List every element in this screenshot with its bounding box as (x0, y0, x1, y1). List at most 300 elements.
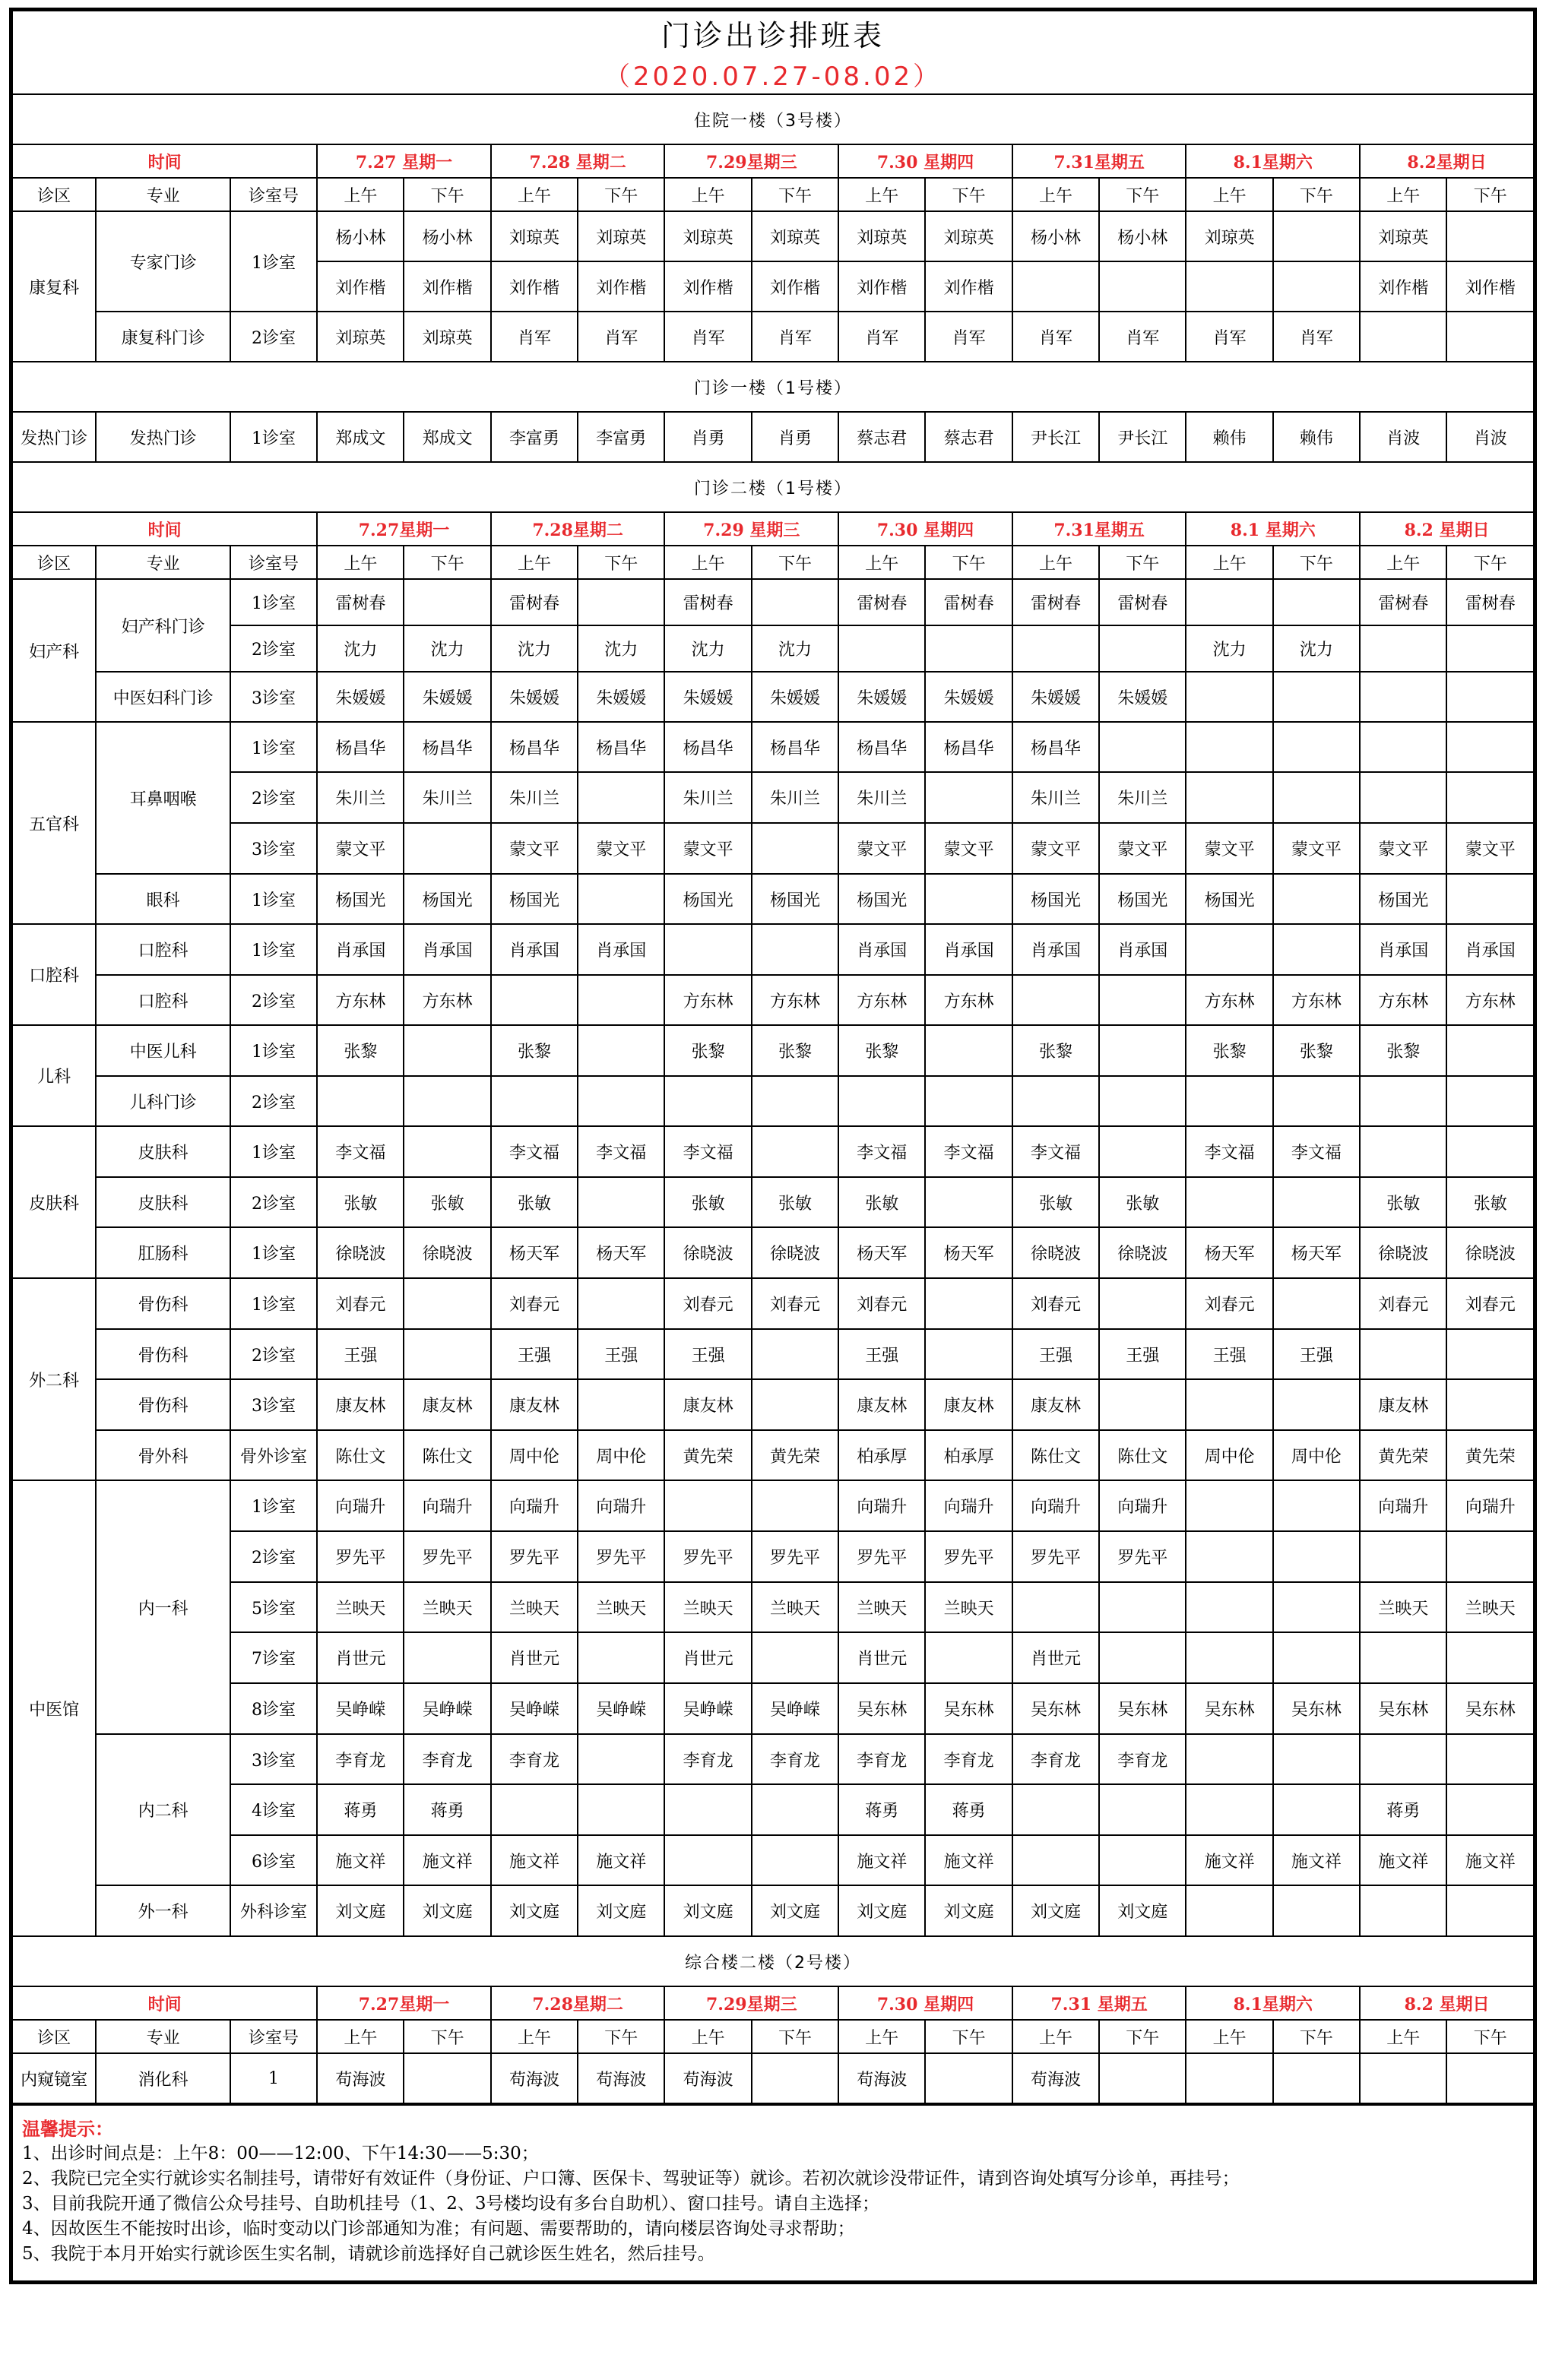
doctor-cell (1012, 261, 1099, 312)
doctor-cell (1099, 1379, 1186, 1430)
doctor-cell: 兰映天 (664, 1582, 751, 1632)
day-header: 7.29星期三 (664, 144, 838, 178)
note-item: 2、我院已完全实行就诊实名制挂号，请带好有效证件（身份证、户口簿、医保卡、驾驶证等）就诊。若初次就诊没带证件，请到咨询处填写分诊单，再挂号； (22, 2169, 1240, 2189)
doctor-cell: 王强 (317, 1329, 404, 1379)
doctor-cell: 吴峥嵘 (664, 1683, 751, 1734)
section-title: 门诊一楼（1号楼） (12, 362, 1534, 412)
doctor-cell (1186, 1480, 1272, 1531)
doctor-cell: 徐晓波 (317, 1227, 404, 1278)
doctor-cell (1099, 1076, 1186, 1126)
specialty-cell: 妇产科门诊 (96, 579, 230, 672)
doctor-cell: 苟海波 (664, 2053, 751, 2103)
doctor-cell: 郑成文 (317, 412, 404, 462)
doctor-cell: 康友林 (664, 1379, 751, 1430)
doctor-cell: 徐晓波 (404, 1227, 490, 1278)
doctor-cell: 柏承厚 (838, 1430, 925, 1480)
doctor-cell (491, 1784, 578, 1835)
doctor-cell (1099, 1025, 1186, 1076)
specialty-cell: 口腔科 (96, 975, 230, 1025)
doctor-cell: 肖波 (1446, 412, 1534, 462)
pm-header: 下午 (404, 546, 490, 579)
doctor-cell: 蒙文平 (1186, 823, 1272, 874)
doctor-cell: 尹长江 (1012, 412, 1099, 462)
doctor-cell: 刘作楷 (752, 261, 838, 312)
doctor-cell: 苟海波 (491, 2053, 578, 2103)
doctor-cell: 方东林 (1273, 975, 1360, 1025)
doctor-cell: 肖军 (1273, 312, 1360, 362)
doctor-cell: 向瑞升 (1446, 1480, 1534, 1531)
doctor-cell: 苟海波 (317, 2053, 404, 2103)
doctor-cell (1186, 261, 1272, 312)
am-header: 上午 (1186, 546, 1272, 579)
doctor-cell: 蒋勇 (317, 1784, 404, 1835)
am-header: 上午 (1012, 546, 1099, 579)
doctor-cell: 柏承厚 (925, 1430, 1012, 1480)
doctor-cell (1360, 1126, 1446, 1177)
doctor-cell: 陈仕文 (1012, 1430, 1099, 1480)
doctor-cell: 吴东林 (1012, 1683, 1099, 1734)
room-cell: 2诊室 (230, 975, 317, 1025)
doctor-cell (1360, 312, 1446, 362)
specialty-header: 专业 (96, 178, 230, 211)
doctor-cell (1360, 1076, 1446, 1126)
doctor-cell (404, 1126, 490, 1177)
doctor-cell: 李文福 (664, 1126, 751, 1177)
doctor-cell (1012, 625, 1099, 672)
doctor-cell: 吴东林 (1099, 1683, 1186, 1734)
doctor-cell (1273, 1480, 1360, 1531)
doctor-cell (1186, 2053, 1272, 2103)
doctor-cell (1273, 722, 1360, 772)
doctor-cell (664, 1784, 751, 1835)
doctor-cell: 罗先平 (1012, 1531, 1099, 1582)
specialty-cell: 眼科 (96, 874, 230, 924)
doctor-cell: 李富勇 (578, 412, 664, 462)
doctor-cell: 刘文庭 (664, 1885, 751, 1936)
doctor-cell: 李育龙 (1012, 1734, 1099, 1784)
am-header: 上午 (838, 2020, 925, 2053)
doctor-cell (1273, 924, 1360, 975)
doctor-cell: 向瑞升 (1360, 1480, 1446, 1531)
am-header: 上午 (1186, 178, 1272, 211)
doctor-cell: 施文祥 (491, 1835, 578, 1885)
pm-header: 下午 (752, 2020, 838, 2053)
doctor-cell (1360, 772, 1446, 823)
doctor-cell (664, 1835, 751, 1885)
doctor-cell: 方东林 (317, 975, 404, 1025)
doctor-cell: 杨国光 (404, 874, 490, 924)
doctor-cell (404, 1278, 490, 1329)
doctor-cell: 肖勇 (664, 412, 751, 462)
doctor-cell: 沈力 (752, 625, 838, 672)
doctor-cell: 王强 (664, 1329, 751, 1379)
section-title: 门诊二楼（1号楼） (12, 462, 1534, 512)
specialty-cell: 骨伤科 (96, 1278, 230, 1329)
room-cell: 1诊室 (230, 924, 317, 975)
doctor-cell: 雷树春 (1099, 579, 1186, 625)
doctor-cell: 蒙文平 (578, 823, 664, 874)
doctor-cell: 方东林 (1360, 975, 1446, 1025)
notes-list (22, 2141, 1522, 2267)
doctor-cell (1360, 625, 1446, 672)
pm-header: 下午 (404, 178, 490, 211)
doctor-cell: 李育龙 (317, 1734, 404, 1784)
doctor-cell: 蒋勇 (838, 1784, 925, 1835)
doctor-cell: 沈力 (664, 625, 751, 672)
doctor-cell: 李文福 (1012, 1126, 1099, 1177)
doctor-cell (1446, 1784, 1534, 1835)
doctor-cell (1012, 1582, 1099, 1632)
room-cell: 1诊室 (230, 874, 317, 924)
doctor-cell (752, 1076, 838, 1126)
doctor-cell (1446, 2053, 1534, 2103)
pm-header: 下午 (578, 546, 664, 579)
day-header: 7.31 星期五 (1012, 1986, 1186, 2020)
specialty-cell: 皮肤科 (96, 1177, 230, 1227)
doctor-cell: 兰映天 (1360, 1582, 1446, 1632)
doctor-cell (578, 1278, 664, 1329)
doctor-cell: 王强 (1012, 1329, 1099, 1379)
doctor-cell (1186, 672, 1272, 722)
doctor-cell: 赖伟 (1186, 412, 1272, 462)
doctor-cell: 肖军 (1012, 312, 1099, 362)
doctor-cell: 刘春元 (491, 1278, 578, 1329)
doctor-cell: 刘琼英 (1186, 211, 1272, 261)
doctor-cell: 罗先平 (752, 1531, 838, 1582)
doctor-cell: 尹长江 (1099, 412, 1186, 462)
area-cell: 口腔科 (12, 924, 96, 1025)
doctor-cell (491, 975, 578, 1025)
doctor-cell (1273, 672, 1360, 722)
day-header: 8.1星期六 (1186, 1986, 1360, 2020)
pm-header: 下午 (752, 546, 838, 579)
doctor-cell: 刘作楷 (1360, 261, 1446, 312)
doctor-cell: 雷树春 (1360, 579, 1446, 625)
doctor-cell: 肖世元 (317, 1632, 404, 1683)
doctor-cell (1360, 2053, 1446, 2103)
pm-header: 下午 (1446, 546, 1534, 579)
doctor-cell: 肖承国 (1012, 924, 1099, 975)
doctor-cell: 杨天军 (491, 1227, 578, 1278)
doctor-cell (1186, 1177, 1272, 1227)
doctor-cell (1273, 772, 1360, 823)
day-header: 7.29 星期三 (664, 512, 838, 546)
doctor-cell (925, 625, 1012, 672)
doctor-cell: 施文祥 (578, 1835, 664, 1885)
doctor-cell (925, 874, 1012, 924)
doctor-cell: 徐晓波 (664, 1227, 751, 1278)
doctor-cell: 肖承国 (1446, 924, 1534, 975)
doctor-cell: 刘琼英 (925, 211, 1012, 261)
doctor-cell (1273, 2053, 1360, 2103)
doctor-cell: 朱媛媛 (578, 672, 664, 722)
pm-header: 下午 (925, 178, 1012, 211)
doctor-cell: 刘琼英 (838, 211, 925, 261)
doctor-cell: 康友林 (1012, 1379, 1099, 1430)
doctor-cell (838, 1076, 925, 1126)
room-cell: 5诊室 (230, 1582, 317, 1632)
doctor-cell (1099, 1835, 1186, 1885)
room-cell: 骨外诊室 (230, 1430, 317, 1480)
pm-header: 下午 (1273, 178, 1360, 211)
doctor-cell: 蒙文平 (1360, 823, 1446, 874)
doctor-cell (1273, 1734, 1360, 1784)
pm-header: 下午 (1446, 178, 1534, 211)
doctor-cell: 蒙文平 (317, 823, 404, 874)
doctor-cell: 杨国光 (838, 874, 925, 924)
doctor-cell: 刘文庭 (578, 1885, 664, 1936)
day-header: 8.1星期六 (1186, 144, 1360, 178)
room-cell: 1诊室 (230, 1480, 317, 1531)
doctor-cell (578, 1177, 664, 1227)
doctor-cell: 肖军 (1099, 312, 1186, 362)
doctor-cell: 杨国光 (1012, 874, 1099, 924)
doctor-cell: 吴峥嵘 (752, 1683, 838, 1734)
doctor-cell (925, 1177, 1012, 1227)
doctor-cell (1360, 672, 1446, 722)
day-header: 7.30 星期四 (838, 1986, 1012, 2020)
doctor-cell (838, 625, 925, 672)
day-header: 7.27星期一 (317, 1986, 491, 2020)
doctor-cell (752, 1329, 838, 1379)
section-title: 综合楼二楼（2号楼） (12, 1936, 1534, 1986)
doctor-cell: 康友林 (404, 1379, 490, 1430)
doctor-cell: 雷树春 (838, 579, 925, 625)
doctor-cell: 刘文庭 (1099, 1885, 1186, 1936)
doctor-cell (578, 1025, 664, 1076)
doctor-cell: 李文福 (317, 1126, 404, 1177)
doctor-cell (1273, 1531, 1360, 1582)
specialty-cell: 骨外科 (96, 1430, 230, 1480)
doctor-cell (578, 772, 664, 823)
doctor-cell: 蒙文平 (664, 823, 751, 874)
doctor-cell: 苟海波 (578, 2053, 664, 2103)
doctor-cell: 雷树春 (491, 579, 578, 625)
doctor-cell: 罗先平 (404, 1531, 490, 1582)
doctor-cell (404, 1076, 490, 1126)
doctor-cell: 刘琼英 (491, 211, 578, 261)
doctor-cell: 刘文庭 (1012, 1885, 1099, 1936)
doctor-cell: 朱媛媛 (925, 672, 1012, 722)
doctor-cell: 施文祥 (404, 1835, 490, 1885)
room-cell: 1诊室 (230, 722, 317, 772)
doctor-cell (1446, 1076, 1534, 1126)
specialty-cell: 中医儿科 (96, 1025, 230, 1076)
doctor-cell (1273, 211, 1360, 261)
doctor-cell: 李文福 (1186, 1126, 1272, 1177)
doctor-cell: 李文福 (1273, 1126, 1360, 1177)
doctor-cell (1360, 1329, 1446, 1379)
room-cell: 2诊室 (230, 1329, 317, 1379)
doctor-cell (1360, 1632, 1446, 1683)
doctor-cell: 朱川兰 (1099, 772, 1186, 823)
doctor-cell (1186, 579, 1272, 625)
doctor-cell: 朱川兰 (404, 772, 490, 823)
doctor-cell: 杨国光 (1099, 874, 1186, 924)
doctor-cell: 杨国光 (752, 874, 838, 924)
doctor-cell: 刘春元 (1446, 1278, 1534, 1329)
room-cell: 外科诊室 (230, 1885, 317, 1936)
doctor-cell: 刘作楷 (578, 261, 664, 312)
doctor-cell: 李育龙 (664, 1734, 751, 1784)
doctor-cell: 罗先平 (664, 1531, 751, 1582)
area-cell: 妇产科 (12, 579, 96, 722)
doctor-cell (752, 924, 838, 975)
doctor-cell: 朱川兰 (491, 772, 578, 823)
doctor-cell (752, 1632, 838, 1683)
doctor-cell: 蔡志君 (925, 412, 1012, 462)
room-cell: 2诊室 (230, 1076, 317, 1126)
doctor-cell: 张敏 (1360, 1177, 1446, 1227)
doctor-cell (1099, 261, 1186, 312)
specialty-cell: 外一科 (96, 1885, 230, 1936)
doctor-cell: 刘春元 (838, 1278, 925, 1329)
room-cell: 1诊室 (230, 1126, 317, 1177)
doctor-cell: 朱川兰 (1012, 772, 1099, 823)
doctor-cell (925, 1632, 1012, 1683)
doctor-cell (1360, 722, 1446, 772)
doctor-cell: 杨小林 (404, 211, 490, 261)
doctor-cell: 肖承国 (578, 924, 664, 975)
doctor-cell: 李育龙 (491, 1734, 578, 1784)
doctor-cell (1273, 1632, 1360, 1683)
doctor-cell: 杨天军 (838, 1227, 925, 1278)
doctor-cell: 李育龙 (1099, 1734, 1186, 1784)
doctor-cell: 陈仕文 (404, 1430, 490, 1480)
doctor-cell: 兰映天 (925, 1582, 1012, 1632)
pm-header: 下午 (925, 2020, 1012, 2053)
doctor-cell: 王强 (1186, 1329, 1272, 1379)
pm-header: 下午 (404, 2020, 490, 2053)
doctor-cell: 朱川兰 (752, 772, 838, 823)
doctor-cell: 蒙文平 (491, 823, 578, 874)
doctor-cell: 刘琼英 (752, 211, 838, 261)
doctor-cell: 杨昌华 (578, 722, 664, 772)
doctor-cell (1186, 1784, 1272, 1835)
doctor-cell: 杨天军 (1186, 1227, 1272, 1278)
doctor-cell (1099, 1582, 1186, 1632)
specialty-cell: 消化科 (96, 2053, 230, 2103)
doctor-cell: 吴东林 (1360, 1683, 1446, 1734)
day-header: 8.2 星期日 (1360, 512, 1534, 546)
area-cell: 内窥镜室 (12, 2053, 96, 2103)
doctor-cell (752, 1480, 838, 1531)
doctor-cell: 朱媛媛 (491, 672, 578, 722)
doctor-cell: 杨昌华 (752, 722, 838, 772)
room-cell: 1诊室 (230, 579, 317, 625)
doctor-cell: 杨昌华 (925, 722, 1012, 772)
doctor-cell (752, 2053, 838, 2103)
room-header: 诊室号 (230, 178, 317, 211)
doctor-cell (1446, 1734, 1534, 1784)
area-cell: 中医馆 (12, 1480, 96, 1936)
doctor-cell: 方东林 (664, 975, 751, 1025)
doctor-cell: 肖世元 (1012, 1632, 1099, 1683)
specialty-cell: 中医妇科门诊 (96, 672, 230, 722)
doctor-cell: 罗先平 (578, 1531, 664, 1582)
doctor-cell (1099, 625, 1186, 672)
doctor-cell: 朱媛媛 (664, 672, 751, 722)
doctor-cell (404, 579, 490, 625)
doctor-cell: 刘琼英 (578, 211, 664, 261)
doctor-cell: 刘春元 (664, 1278, 751, 1329)
am-header: 上午 (1360, 546, 1446, 579)
doctor-cell (1446, 211, 1534, 261)
specialty-cell: 肛肠科 (96, 1227, 230, 1278)
doctor-cell: 沈力 (404, 625, 490, 672)
doctor-cell: 肖世元 (491, 1632, 578, 1683)
note-item: 1、出诊时间点是：上午8：00——12:00、下午14:30——5:30； (22, 2144, 539, 2163)
doctor-cell: 肖军 (838, 312, 925, 362)
room-cell: 3诊室 (230, 672, 317, 722)
doctor-cell (1446, 625, 1534, 672)
specialty-header: 专业 (96, 2020, 230, 2053)
doctor-cell: 施文祥 (1360, 1835, 1446, 1885)
day-header: 7.30 星期四 (838, 512, 1012, 546)
doctor-cell: 施文祥 (1273, 1835, 1360, 1885)
time-header: 时间 (12, 144, 317, 178)
day-header: 7.30 星期四 (838, 144, 1012, 178)
doctor-cell: 杨国光 (491, 874, 578, 924)
room-cell: 1 (230, 2053, 317, 2103)
doctor-cell: 康友林 (925, 1379, 1012, 1430)
doctor-cell: 黄先荣 (664, 1430, 751, 1480)
specialty-cell: 发热门诊 (96, 412, 230, 462)
doctor-cell: 李育龙 (404, 1734, 490, 1784)
day-header: 7.28星期二 (491, 512, 665, 546)
doctor-cell (317, 1076, 404, 1126)
doctor-cell: 肖承国 (1099, 924, 1186, 975)
doctor-cell: 方东林 (838, 975, 925, 1025)
doctor-cell: 李富勇 (491, 412, 578, 462)
doctor-cell (1446, 1885, 1534, 1936)
doctor-cell: 刘春元 (1186, 1278, 1272, 1329)
doctor-cell: 向瑞升 (317, 1480, 404, 1531)
doctor-cell (1360, 1734, 1446, 1784)
doctor-cell: 蒋勇 (1360, 1784, 1446, 1835)
doctor-cell: 吴东林 (838, 1683, 925, 1734)
doctor-cell: 施文祥 (1446, 1835, 1534, 1885)
doctor-cell (1012, 1784, 1099, 1835)
doctor-cell (1186, 1076, 1272, 1126)
doctor-cell: 李文福 (578, 1126, 664, 1177)
doctor-cell: 刘春元 (1360, 1278, 1446, 1329)
pm-header: 下午 (1273, 2020, 1360, 2053)
doctor-cell: 罗先平 (925, 1531, 1012, 1582)
room-cell: 2诊室 (230, 625, 317, 672)
doctor-cell (664, 1076, 751, 1126)
doctor-cell: 蒙文平 (1273, 823, 1360, 874)
doctor-cell: 蒙文平 (1012, 823, 1099, 874)
room-cell: 2诊室 (230, 772, 317, 823)
doctor-cell: 杨昌华 (404, 722, 490, 772)
specialty-cell: 口腔科 (96, 924, 230, 975)
doctor-cell: 向瑞升 (491, 1480, 578, 1531)
doctor-cell: 蔡志君 (838, 412, 925, 462)
doctor-cell: 杨昌华 (317, 722, 404, 772)
doctor-cell (925, 1329, 1012, 1379)
doctor-cell: 杨天军 (925, 1227, 1012, 1278)
doctor-cell: 吴峥嵘 (317, 1683, 404, 1734)
doctor-cell: 刘作楷 (925, 261, 1012, 312)
am-header: 上午 (1012, 178, 1099, 211)
doctor-cell: 兰映天 (491, 1582, 578, 1632)
doctor-cell: 朱媛媛 (404, 672, 490, 722)
doctor-cell: 杨小林 (1099, 211, 1186, 261)
doctor-cell: 刘作楷 (1446, 261, 1534, 312)
doctor-cell (1186, 1379, 1272, 1430)
doctor-cell: 肖军 (578, 312, 664, 362)
